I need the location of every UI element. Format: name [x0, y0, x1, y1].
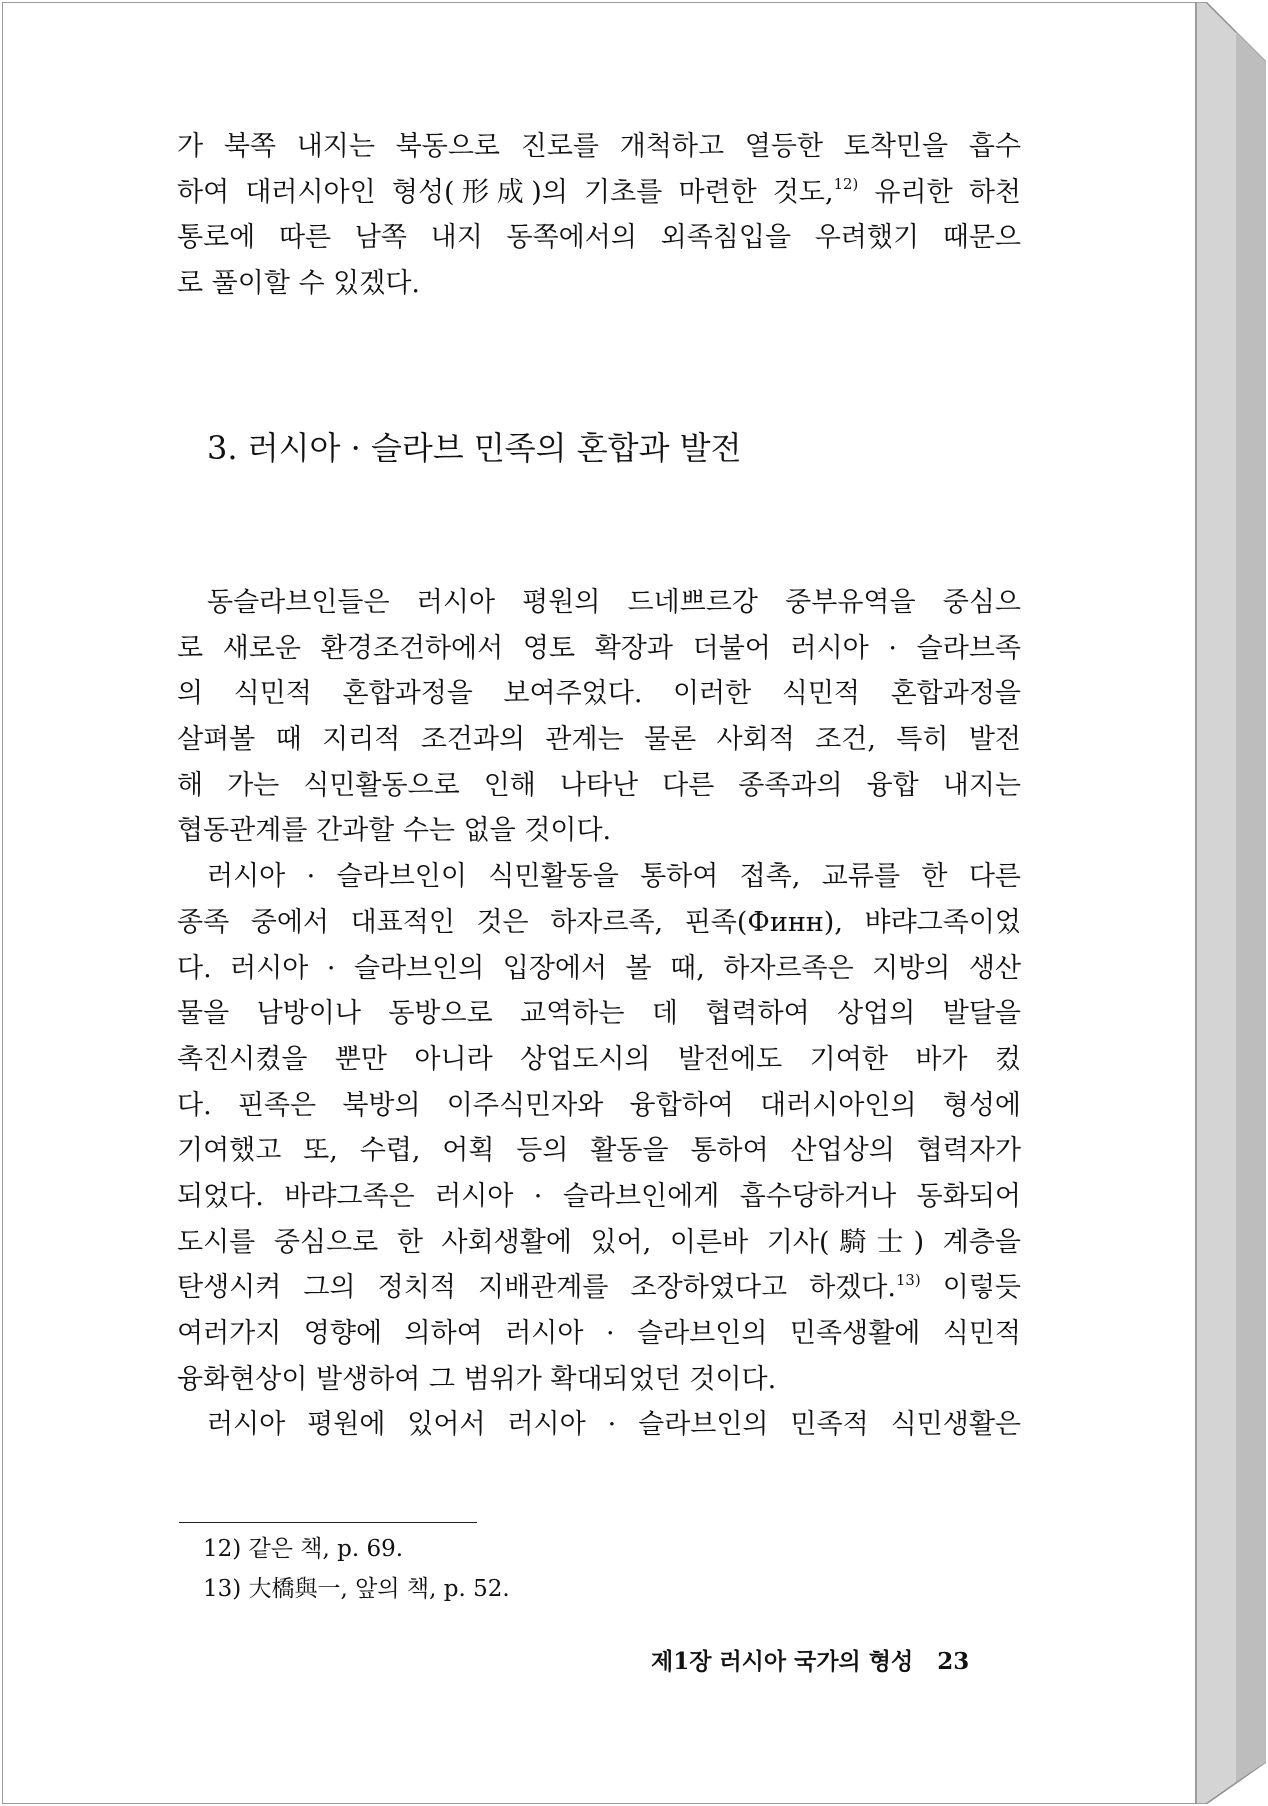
text-line: 러시아 · 슬라브인이 식민활동을 통하여 접촉, 교류를 한 다른 [207, 861, 1021, 893]
text-line: 로 풀이할 수 있겠다. [177, 268, 420, 300]
text-line [177, 1265, 1021, 1311]
text-line-part: 이렇듯 [920, 1272, 1021, 1304]
text-line: 로 새로운 환경조건하에서 영토 확장과 더불어 러시아 · 슬라브족 [177, 632, 1021, 664]
footnotes [203, 1529, 510, 1609]
text-line: 종족 중에서 대표적인 것은 하자르족, 핀족(Финн), 뱌랴그족이었 [177, 906, 1021, 938]
text-line: 다. 핀족은 북방의 이주식민자와 융합하여 대러시아인의 형성에 [177, 1089, 1021, 1121]
chapter-title: 제1장 러시아 국가의 형성 [651, 1648, 914, 1675]
text-line: 촉진시켰을 뿐만 아니라 상업도시의 발전에도 기여한 바가 컸 [177, 1043, 1021, 1075]
paragraph-continuation [177, 124, 1021, 307]
running-footer [651, 1643, 969, 1676]
text-line: 살펴볼 때 지리적 조건과의 관계는 물론 사회적 조건, 특히 발전 [177, 724, 1021, 756]
text-line-part: 탄생시켜 그의 정치적 지배관계를 조장하였다고 하겠다. [177, 1272, 896, 1304]
section-heading: 3. 러시아 · 슬라브 민족의 혼합과 발전 [207, 429, 742, 467]
text-line: 다. 러시아 · 슬라브인의 입장에서 볼 때, 하자르족은 지방의 생산 [177, 952, 1021, 984]
text-line: 해 가는 식민활동으로 인해 나타난 다른 종족과의 융합 내지는 [177, 769, 1021, 801]
text-line: 협동관계를 간과할 수는 없을 것이다. [177, 815, 612, 847]
body-text [177, 580, 1021, 1448]
text-line: 동슬라브인들은 러시아 평원의 드네쁘르강 중부유역을 중심으 [207, 587, 1021, 618]
footnote-ref: 12) [833, 175, 859, 194]
text-line-part: 유리한 하천 [858, 176, 1021, 208]
text-line [177, 170, 1021, 216]
text-line: 되었다. 바랴그족은 러시아 · 슬라브인에게 흡수당하거나 동화되어 [177, 1180, 1021, 1212]
text-line: 물을 남방이나 동방으로 교역하는 데 협력하여 상업의 발달을 [177, 998, 1021, 1030]
text-line: 의 식민적 혼합과정을 보여주었다. 이러한 식민적 혼합과정을 [177, 678, 1021, 710]
text-line: 융화현상이 발생하여 그 범위가 확대되었던 것이다. [177, 1363, 777, 1395]
text-line: 러시아 평원에 있어서 러시아 · 슬라브인의 민족적 식민생활은 [207, 1409, 1021, 1441]
footnote-ref: 13) [895, 1270, 921, 1289]
page-number: 23 [937, 1648, 970, 1675]
footnote-12: 12) 같은 책, p. 69. [203, 1536, 404, 1562]
footnote-divider [179, 1522, 477, 1523]
text-line: 통로에 따른 남쪽 내지 동쪽에서의 외족침입을 우려했기 때문으 [177, 222, 1021, 254]
book-page [2, 2, 1196, 1804]
book-page-edge [1196, 2, 1266, 1804]
text-line: 여러가지 영향에 의하여 러시아 · 슬라브인의 민족생활에 식민적 [177, 1318, 1021, 1349]
text-line-part: 하여 대러시아인 형성(形成)의 기초를 마련한 것도, [177, 176, 834, 208]
text-line: 가 북쪽 내지는 북동으로 진로를 개척하고 열등한 토착민을 흡수 [177, 131, 1021, 162]
text-line: 기여했고 또, 수렵, 어획 등의 활동을 통하여 산업상의 협력자가 [177, 1135, 1021, 1167]
footnote-13: 13) 大橋與一, 앞의 책, p. 52. [203, 1576, 510, 1602]
text-line: 도시를 중심으로 한 사회생활에 있어, 이른바 기사(騎士) 계층을 [177, 1226, 1021, 1258]
